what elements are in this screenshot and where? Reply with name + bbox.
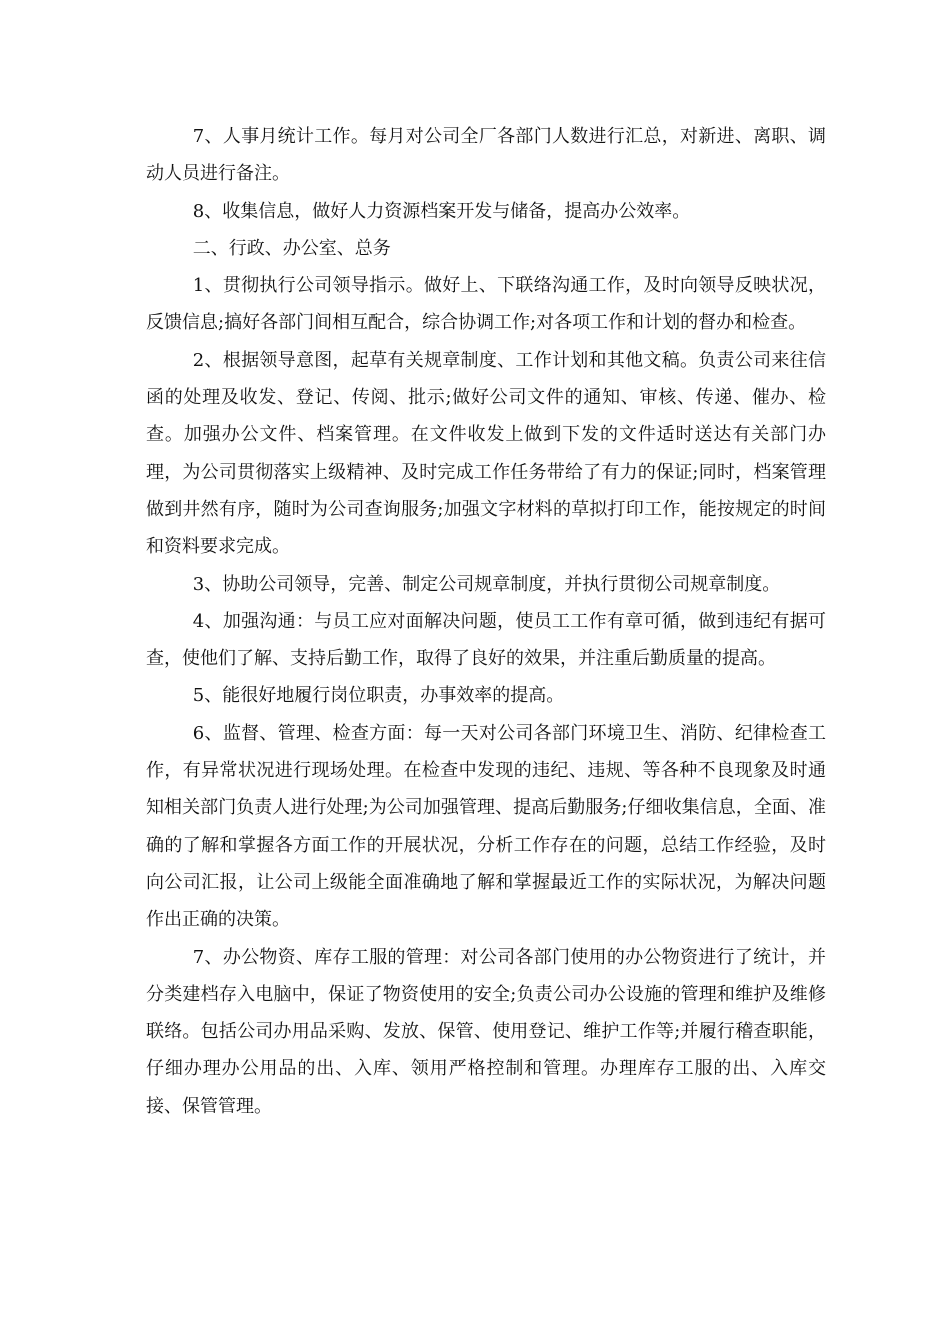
paragraph-supervision-inspection: 6、监督、管理、检查方面：每一天对公司各部门环境卫生、消防、纪律检查工作，有异常状况进行现场处理。在检查中发现的违纪、违规、等各种不良现象及时通知相关部门负责人进行处理;为公司加强管理、提高后勤服务;仔细收集信息，全面、准确的了解和掌握各方面工作的开展状况，分析工作存在的问题，总结工作经验，及时向公司汇报，让公司上级能全面准确地了解和掌握最近工作的实际状况，为解决问题作出正确的决策。 [146,722,826,931]
paragraph-office-supplies-management: 7、办公物资、库存工服的管理：对公司各部门使用的办公物资进行了统计，并分类建档存入电脑中，保证了物资使用的安全;负责公司办公设施的管理和维护及维修联络。包括公司办用品采购、发放、保管、使用登记、维护工作等;并履行稽查职能，仔细办理办公用品的出、入库、领用严格控制和管理。办理库存工服的出、入库交接、保管管理。 [146,946,826,1117]
paragraph-strengthen-communication: 4、加强沟通：与员工应对面解决问题，使员工工作有章可循，做到违纪有据可查，使他们了解、支持后勤工作，取得了良好的效果，并注重后勤质量的提高。 [146,610,826,670]
paragraph-fulfill-duties: 5、能很好地履行岗位职责，办事效率的提高。 [192,685,565,707]
paragraph-assist-leadership: 3、协助公司领导，完善、制定公司规章制度，并执行贯彻公司规章制度。 [192,573,781,595]
paragraph-draft-documents: 2、根据领导意图，起草有关规章制度、工作计划和其他文稿。负责公司来往信函的处理及收发、登记、传阅、批示;做好公司文件的通知、审核、传递、催办、检查。加强办公文件、档案管理。在文件收发上做到下发的文件适时送达有关部门办理，为公司贯彻落实上级精神、及时完成工作任务带给了有力的保证;同时，档案管理做到井然有序，随时为公司查询服务;加强文字材料的草拟打印工作，能按规定的时间和资料要求完成。 [146,349,826,558]
section-heading-admin-office: 二、行政、办公室、总务 [192,237,391,259]
paragraph-collect-information: 8、收集信息，做好人力资源档案开发与储备，提高办公效率。 [192,200,691,222]
paragraph-hr-monthly-statistics: 7、人事月统计工作。每月对公司全厂各部门人数进行汇总，对新进、离职、调动人员进行备注。 [146,126,826,185]
document-body [146,118,826,1125]
paragraph-implement-instructions: 1、贯彻执行公司领导指示。做好上、下联络沟通工作，及时向领导反映状况，反馈信息;搞好各部门间相互配合，综合协调工作;对各项工作和计划的督办和检查。 [146,275,826,334]
